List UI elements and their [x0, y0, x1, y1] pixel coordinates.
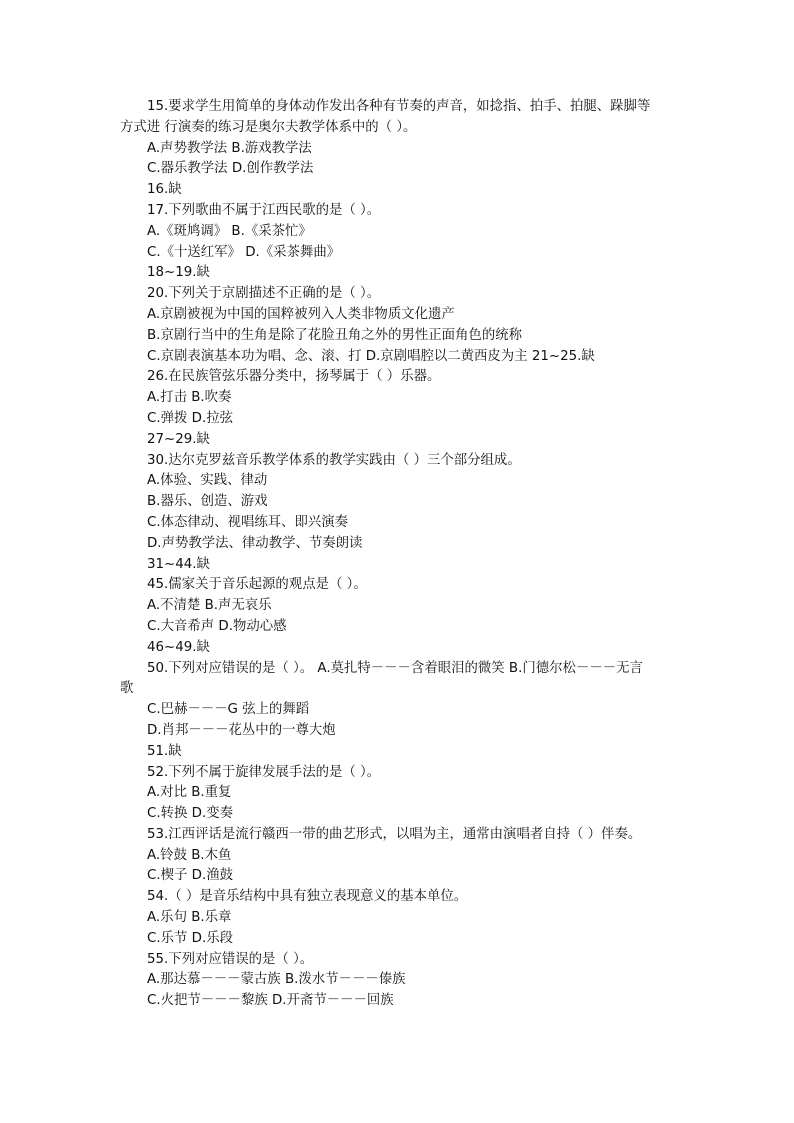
- text-line: B.器乐、创造、游戏: [147, 494, 268, 510]
- text-line: 52.下列不属于旋律发展手法的是（ ）。: [147, 764, 381, 780]
- text-line: 16.缺: [147, 182, 182, 198]
- text-line: 26.在民族管弦乐器分类中，扬琴属于（ ）乐器。: [147, 369, 441, 385]
- text-line: 15.要求学生用简单的身体动作发出各种有节奏的声音，如捻指、拍手、拍腿、跺脚等: [147, 99, 651, 114]
- text-line: 53.江西评话是流行赣西一带的曲艺形式，以唱为主，通常由演唱者自持（ ）伴奏。: [147, 826, 642, 842]
- text-line: C.器乐教学法 D.创作教学法: [147, 161, 314, 177]
- text-line: 20.下列关于京剧描述不正确的是（ ）。: [147, 286, 381, 302]
- text-line: D.肖邦－－－花丛中的一尊大炮: [147, 722, 336, 738]
- text-line: C.巴赫－－－G 弦上的舞蹈: [147, 702, 310, 718]
- text-line: C.《十送红军》 D.《采茶舞曲》: [147, 244, 341, 260]
- text-line: C.弹拨 D.拉弦: [147, 410, 233, 426]
- text-line: 54.（ ）是音乐结构中具有独立表现意义的基本单位。: [147, 889, 468, 905]
- text-line: 18~19.缺: [147, 265, 210, 281]
- text-line: B.京剧行当中的生角是除了花脸丑角之外的男性正面角色的统称: [147, 327, 522, 343]
- text-line: 46~49.缺: [147, 639, 210, 655]
- text-line: C.火把节－－－黎族 D.开斋节－－－回族: [147, 993, 394, 1009]
- text-line: 歌: [120, 681, 134, 697]
- text-line: A.体验、实践、律动: [147, 473, 268, 489]
- text-line: 50.下列对应错误的是（ ）。 A.莫扎特－－－含着眼泪的微笑 B.门德尔松－－－无言: [147, 660, 643, 676]
- text-line: A.不清楚 B.声无哀乐: [147, 598, 272, 614]
- text-line: C.京剧表演基本功为唱、念、滚、打 D.京剧唱腔以二黄西皮为主 21~25.缺: [147, 348, 595, 364]
- text-line: C.转换 D.变奏: [147, 806, 233, 822]
- text-line: A.对比 B.重复: [147, 785, 232, 801]
- text-line: D.声势教学法、律动教学、节奏朗读: [147, 535, 363, 551]
- text-line: A.京剧被视为中国的国粹被列入人类非物质文化遗产: [147, 306, 455, 322]
- text-line: A.那达慕－－－蒙古族 B.泼水节－－－傣族: [147, 972, 406, 988]
- text-line: A.乐句 B.乐章: [147, 910, 232, 926]
- text-line: 55.下列对应错误的是（ ）。: [147, 951, 314, 967]
- text-line: 方式进 行演奏的练习是奥尔夫教学体系中的（ ）。: [120, 119, 417, 135]
- text-line: C.乐节 D.乐段: [147, 930, 233, 946]
- text-line: 45.儒家关于音乐起源的观点是（ ）。: [147, 577, 367, 593]
- text-line: A.《斑鸠调》 B.《采茶忙》: [147, 223, 312, 239]
- text-line: A.声势教学法 B.游戏教学法: [147, 140, 312, 156]
- text-line: C.大音希声 D.物动心感: [147, 618, 287, 634]
- text-line: A.铃鼓 B.木鱼: [147, 847, 232, 863]
- text-line: 27~29.缺: [147, 431, 210, 447]
- text-line: 30.达尔克罗兹音乐教学体系的教学实践由（ ）三个部分组成。: [147, 452, 521, 468]
- text-line: 31~44.缺: [147, 556, 210, 572]
- text-line: C.体态律动、视唱练耳、即兴演奏: [147, 514, 349, 530]
- text-line: 51.缺: [147, 743, 182, 759]
- text-line: C.楔子 D.渔鼓: [147, 868, 233, 884]
- document-body: [120, 97, 680, 1012]
- text-line: A.打击 B.吹奏: [147, 390, 232, 406]
- text-line: 17.下列歌曲不属于江西民歌的是（ ）。: [147, 202, 381, 218]
